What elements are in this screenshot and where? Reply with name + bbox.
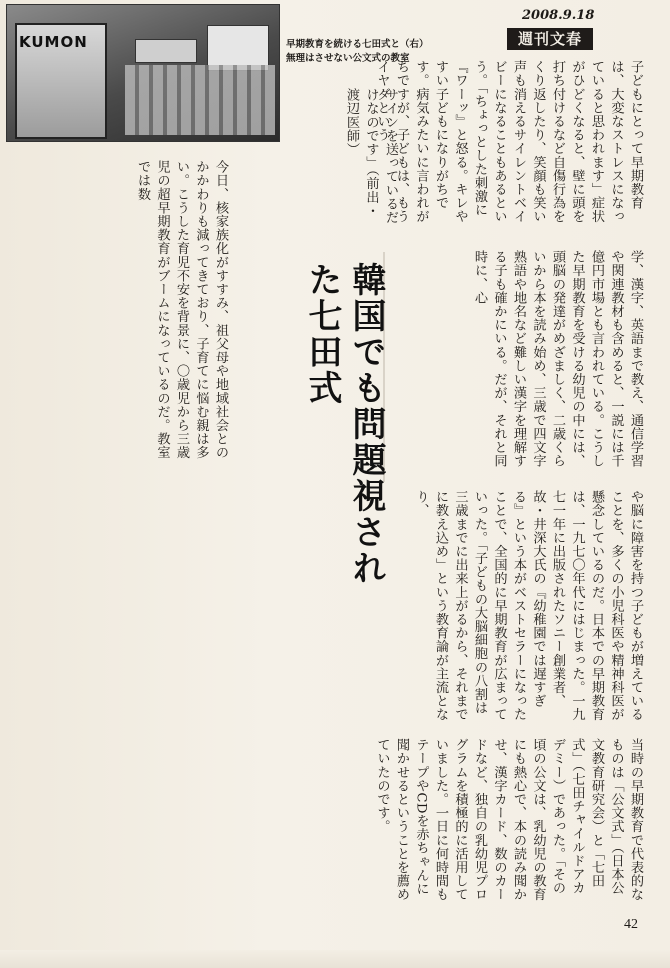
section-headline: 韓国でも問題視された七田式 [302,262,386,586]
kumon-sign-text: KUMON [19,33,88,51]
storefront-shelf [125,65,275,135]
article-column-1: 子どもにとって早期教育は、大変なストレスになっていると思われます」症状がひどくなると、壁に頭を打ち付けるなど自傷行為をくり返したり、笑顔も笑い声も消えるサイレントベイビーになることもあるという。「ちょっとした刺激に『ワーッ』と怒る。キレやすい子どもになりがちです。病気みたいに言われがちですが、子どもは、もうイヤダという [374,60,643,224]
caption-line-1: 早期教育を続ける七田式と（右） [286,39,429,50]
article-column-4: 当時の早期教育で代表的なものは「公文式」（日本公文教育研究会）と「七田式」（七田チャイルドアカデミー）であった。「その頃の公文は、乳幼児の教育にも熱心で、本の読み聞かせ、漢字カード、数のカードなど、独自の乳幼児プログラムを積極的に活用していました。一日に何時間もテープやCDを赤ちゃんに聞かせるということを薦めていたのです。 [374,738,643,902]
classroom-photo [6,4,280,142]
article-column-1b: サインを送っているだけなのです」（前出・渡辺医師） [344,88,398,224]
caption-line-2: 無理はさせない公文式の教室 [286,53,410,64]
page-number: 42 [624,917,638,932]
article-column-2: 学、漢字、英語まで教え、通信学習や関連教材も含めると、一説には千億円市場とも言われている。こうした早期教育を受ける幼児の中には、頭脳の発達がめざましく、二歳くらいから本を読み始め、三歳で四文字熟語や地名など難しい漢字を理解する子も確かにいる。だが、それと同時に、心 [472,250,643,468]
magazine-name: 週刊文春 [507,28,593,50]
issue-date: 2008.9.18 [522,8,595,23]
article-column-3: や脳に障害を持つ子どもが増えていることを、多くの小児科医や精神科医が懸念しているのだ。日本での早期教育は、一九七〇年代にはじまった。一九七一年に出版されたソニー創業者、故・井深大氏の『幼稚園では遅すぎる』という本がベストセラーになったことで、全国的に早期教育が広まっていった。「子どもの大脳細胞の八割は三歳までに出来上がるから、それまでに教え込め」という教育論が主流となり、 [413,490,643,722]
page-bottom-edge [0,950,670,968]
article-column-2b: 今日、核家族化がすすみ、祖父母や地域社会とのかかわりも減ってきており、子育てに悩む親は多い。こうした育児不安を背景に、〇歳児から三歳児の超早期教育がブームになっているのだ。教室では数 [135,160,228,460]
shop-sign [135,39,197,63]
